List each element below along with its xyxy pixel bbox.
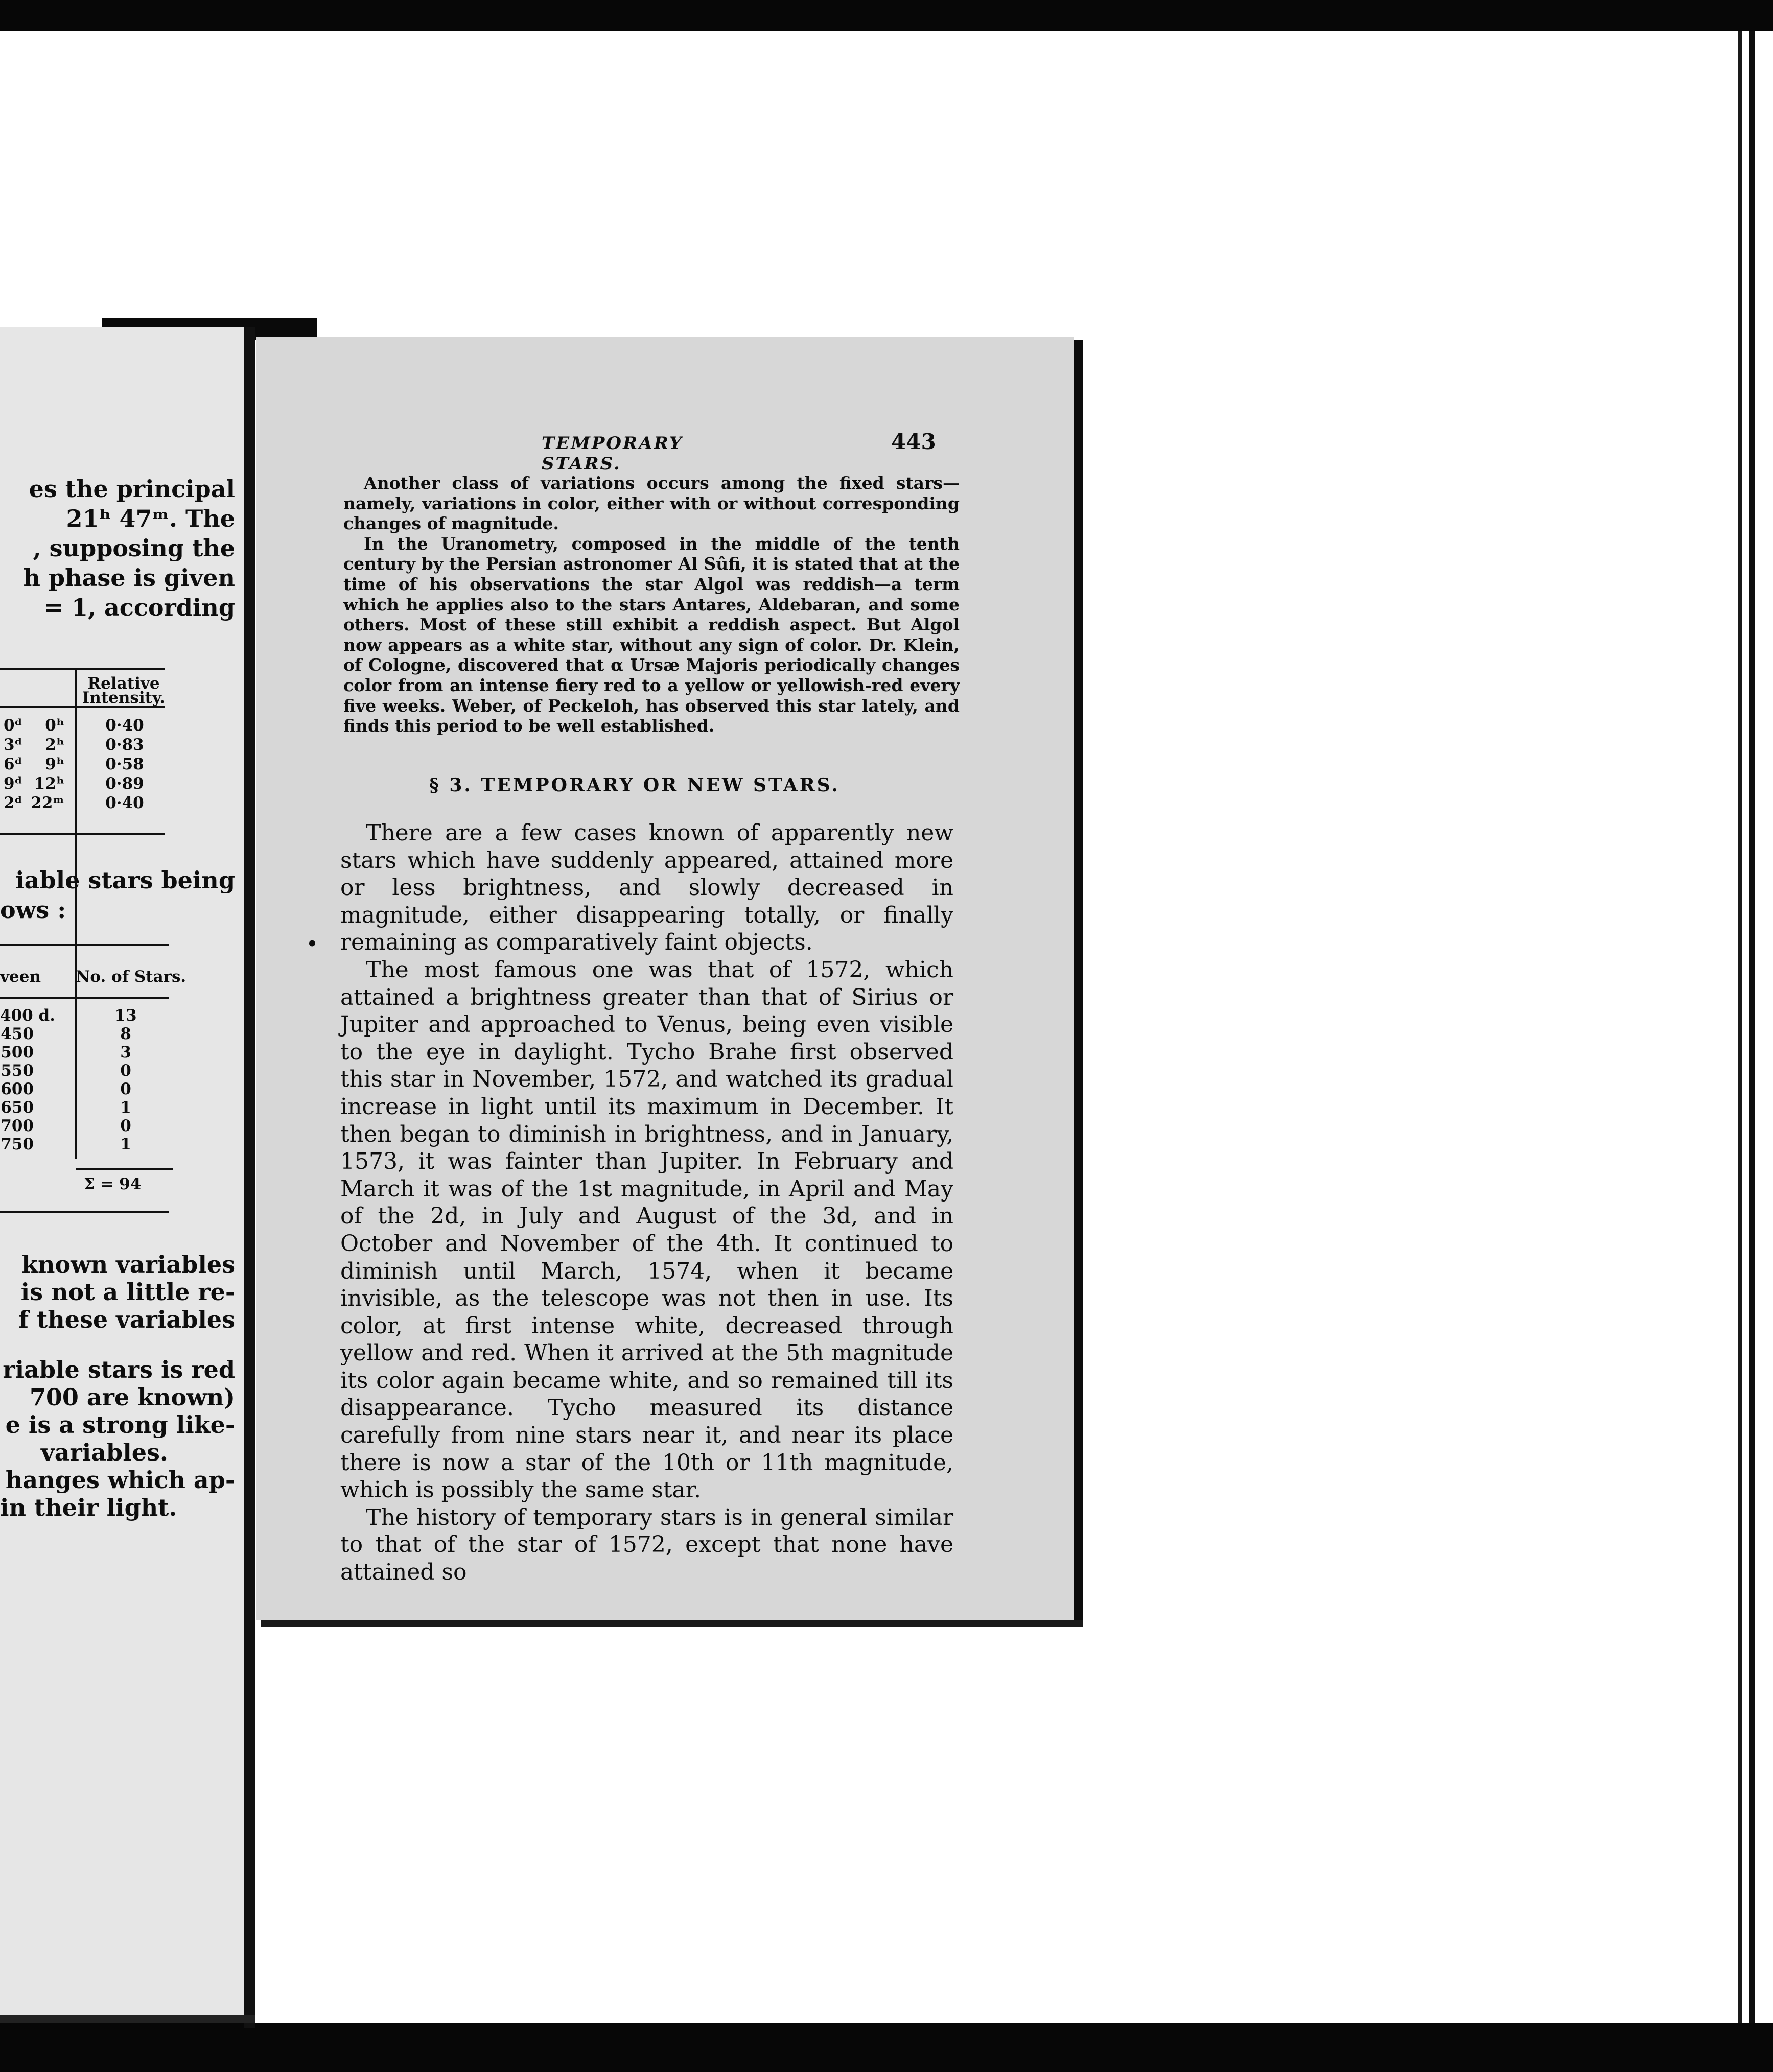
left-text-line: e is a strong like-	[5, 1411, 235, 1439]
temporary-stars-text	[340, 819, 953, 1586]
table-cell: 550	[1, 1062, 34, 1080]
left-text-line: f these variables	[18, 1306, 235, 1333]
table-header: veen	[0, 968, 41, 986]
table-cell: 9ʰ	[45, 755, 64, 773]
running-head: TEMPORARY STARS.	[542, 433, 684, 474]
left-text-line: in their light.	[0, 1494, 177, 1521]
table-cell: 1	[120, 1135, 131, 1153]
book-spine	[244, 327, 255, 2028]
left-text-line: ows :	[0, 896, 66, 924]
left-text-line: variables.	[41, 1439, 168, 1466]
left-text-line: known variables	[21, 1251, 235, 1278]
film-border-right-outer	[1749, 31, 1755, 2023]
table-cell: 0ʰ	[45, 716, 64, 735]
section-heading: § 3. TEMPORARY OR NEW STARS.	[429, 774, 840, 796]
table-cell: 600	[1, 1080, 34, 1098]
film-border-bottom	[0, 2023, 1773, 2072]
table-cell: 0ᵈ	[3, 716, 22, 735]
table-cell: 700	[1, 1117, 34, 1135]
paragraph: In the Uranometry, composed in the middle of the tenth century by the Persian astronomer Al Sûfi, it is stated that at the time of his observations the star Algol was reddish—a term which he applies also to the stars Antares, Aldebaran, and some others. Most of these still exhibit a reddish aspect. But Algol now appears as a white star, without any sign of color. Dr. Klein, of Cologne, discovered that α Ursæ Majoris periodically changes color from an intense fiery red to a yellow or yellowish-red every five weeks. Weber, of Peckeloh, has observed this star lately, and finds this period to be well established.	[343, 533, 960, 736]
left-text-line: is not a little re-	[20, 1278, 235, 1306]
table-cell: 2ᵈ	[3, 794, 22, 812]
table-cell: 3ᵈ	[3, 736, 22, 754]
film-border-right	[1738, 31, 1742, 2023]
table-header: Intensity.	[82, 689, 166, 707]
table-cell: 0·40	[105, 794, 144, 812]
paragraph: Another class of variations occurs among the fixed stars—namely, variations in color, either with or without corresponding changes of magnitude.	[343, 473, 960, 534]
paragraph: The history of temporary stars is in general similar to that of the star of 1572, except that none have attained so	[340, 1504, 953, 1586]
table-cell: 0·58	[105, 755, 144, 773]
table-cell: 500	[1, 1043, 34, 1062]
left-text-line: es the principal	[29, 475, 235, 503]
left-text-line: = 1, according	[43, 594, 235, 621]
table-cell: 650	[1, 1098, 34, 1117]
table-cell: 400 d.	[0, 1006, 55, 1025]
table-total: Σ = 94	[83, 1175, 142, 1193]
left-text-line: iable stars being	[15, 866, 235, 894]
left-text-line: 21ʰ 47ᵐ. The	[66, 505, 235, 532]
paragraph: The most famous one was that of 1572, which attained a brightness greater than that of Sirius or Jupiter and approached to Venus, being even visible to the eye in daylight. Tycho Brahe first observed this star in November, 1572, and watched its gradual increase in light until its maximum in December. It then began to diminish in brightness, and in January, 1573, it was fainter than Jupiter. In February and March it was of the 1st magnitude, in April and May of the 2d, in July and August of the 3d, and in October and November of the 4th. It continued to diminish until March, 1574, when it became invisible, as the telescope was not then in use. Its color, at first intense white, decreased through yellow and red. When it arrived at the 5th magnitude its color again became white, and so remained till its disappearance. Tycho measured its distance carefully from nine stars near it, and near its place there is now a star of the 10th or 11th magnitude, which is possibly the same star.	[340, 956, 953, 1503]
table-cell: 8	[120, 1025, 131, 1043]
table-cell: 22ᵐ	[31, 794, 64, 812]
page-number: 443	[891, 429, 936, 454]
table-cell: 0	[120, 1080, 131, 1098]
left-text-line: h phase is given	[23, 564, 235, 592]
page-edge-bottom	[261, 1620, 1083, 1627]
color-variations-text	[343, 473, 960, 736]
left-page	[0, 327, 249, 2018]
margin-dot-icon: •	[307, 934, 318, 954]
left-text-line: , supposing the	[33, 534, 235, 562]
left-text-line: 700 are known)	[29, 1383, 235, 1411]
table-cell: 2ʰ	[45, 736, 64, 754]
table-cell: 6ᵈ	[3, 755, 22, 773]
paragraph: There are a few cases known of apparently new stars which have suddenly appeared, attained more or less brightness, and slowly decreased in magnitude, either disappearing totally, or finally remaining as comparatively faint objects.	[340, 820, 953, 956]
left-text-line: riable stars is red	[3, 1356, 235, 1383]
left-text-line: hanges which ap-	[5, 1466, 235, 1494]
table-cell: 0·40	[105, 716, 144, 735]
table-cell: 13	[114, 1006, 137, 1025]
table-cell: 1	[120, 1098, 131, 1117]
left-page-bottom-edge	[0, 2015, 255, 2023]
table-cell: 9ᵈ	[3, 774, 22, 793]
film-border-top	[0, 0, 1773, 31]
table-cell: 0	[120, 1062, 131, 1080]
table-cell: 0	[120, 1117, 131, 1135]
table-cell: 0·83	[105, 736, 144, 754]
table-cell: 450	[1, 1025, 34, 1043]
table-header: Relative	[87, 674, 160, 693]
table-cell: 0·89	[105, 774, 144, 793]
page-edge-right	[1074, 340, 1083, 1623]
table-cell: 750	[1, 1135, 34, 1153]
table-cell: 12ʰ	[34, 774, 64, 793]
table-cell: 3	[120, 1043, 131, 1062]
table-header: No. of Stars.	[76, 968, 186, 986]
